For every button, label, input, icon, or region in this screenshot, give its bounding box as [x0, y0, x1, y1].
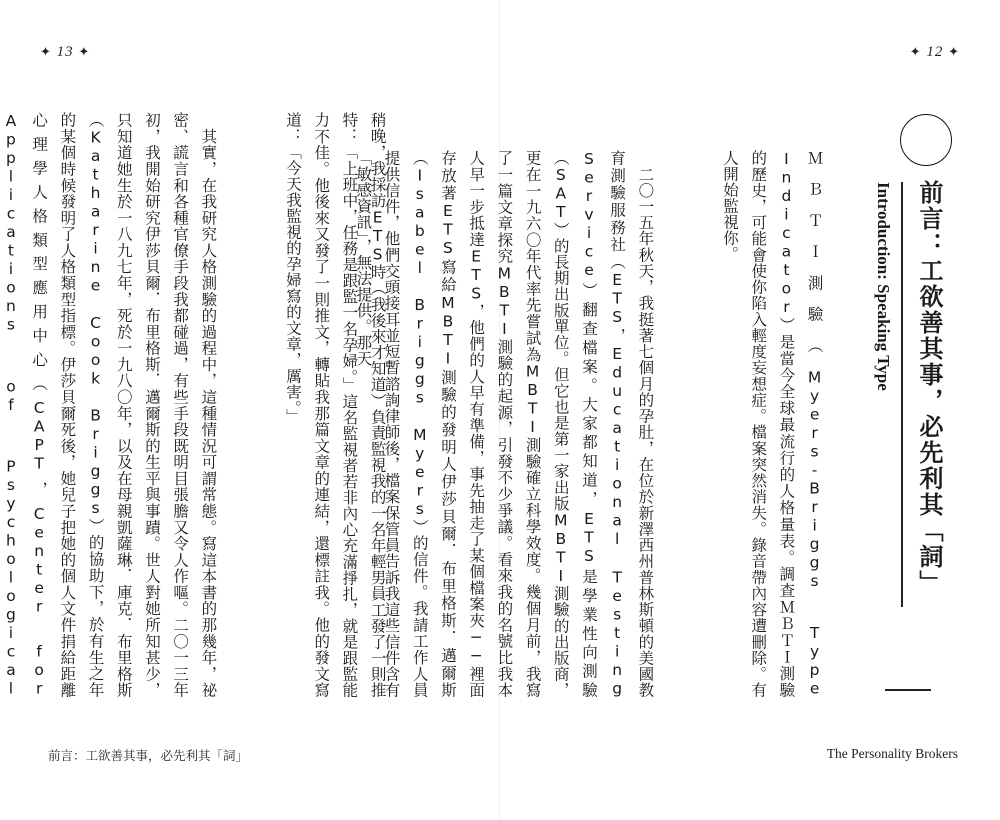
chapter-subtitle: Introduction: Speaking Type — [874, 182, 893, 391]
title-end-rule — [885, 689, 931, 691]
chapter-title-block — [874, 112, 956, 692]
star-ornament-icon: ✦ — [909, 44, 922, 59]
page-number-left — [40, 44, 90, 61]
page-number-text: 13 — [56, 44, 74, 60]
star-ornament-icon: ✦ — [78, 44, 91, 59]
running-footer-right: The Personality Brokers — [826, 746, 958, 761]
body-text-right — [354, 150, 885, 717]
chapter-title: 前言：工欲善其事，必先利其「詞」 — [915, 180, 944, 596]
right-page — [354, 0, 1000, 820]
title-divider — [901, 182, 903, 607]
running-footer-left: 前言：工欲善其事，必先利其「詞」 — [48, 748, 249, 763]
paragraph: 其實，在我研究人格測驗的過程中，這種情況可謂常態。寫這本書的那幾年，祕密、謊言和各種官僚手段我都碰過，有些手段既明目張膽又令人作嘔。二〇一三年初，我開始研究伊莎貝爾．布里格斯．邁爾斯的生平與事蹟。世人對她所知甚少，只知道她生於一八九七年，死於一九八〇年，以及在母親凱薩琳．庫克．布里格斯（Katharine Cook Briggs）的協助下，於有生之年的某個時候發明了人格類型指標。伊莎貝爾死後，她兒子把她的個人文件捐給距離心理學人格類型應用中心（CAPT，Center for Applications of Psychological — [1, 112, 218, 698]
page-number-text: 12 — [926, 44, 944, 60]
paragraph: 稍晚，我採訪ETS時（我後來才知道）負責監視我的一名年輕男員工發了一則推特：「上班中，任務是跟監一名孕婦。」這名監視者若非內心充滿掙扎，就是跟監能力不佳。他後來又發了一則推文，轉貼我那篇文章的連結，還標註我。他的發文寫道：「今天我監視的孕婦寫的文章，厲害。」 — [283, 112, 387, 698]
star-ornament-icon: ✦ — [40, 44, 52, 59]
star-ornament-icon: ✦ — [948, 44, 960, 59]
circle-ornament-icon — [900, 114, 952, 166]
paragraph: 二〇一五年秋天，我挺著七個月的孕肚，在位於新澤西州普林斯頓的美國教育測驗服務社（ETS，Educational Testing Service）翻查檔案。大家都知道，ETS是學業性向測驗（SAT）的長期出版單位。但它也是第一家出版MBTI測驗的出版商，更在一九六〇年代率先嘗試為MBTI測驗確立科學效度。幾個月前，我寫了一篇文章探究MBTI測驗的起源，引發不少爭議。看來我的名號比我本人早一步抵達ETS，他們的人早有準備，事先抽走了某個檔案夾──裡面存放著ETS寫給MBTI測驗的發明人伊莎貝爾．布里格斯．邁爾斯（Isabel Briggs Myers）的信件。我請工作人員提供信件，他們交頭接耳並短暫諮詢律師後，檔案保管員告訴我這些信件含有「敏感資訊」，無法提供。那天 — [354, 150, 655, 717]
paragraph: ＭＢＴＩ測驗（Myers-Briggs Type Indicator）是當今全球最流行的人格量表。調查ＭＢＴＩ測驗的歷史，可能會使你陷入輕度妄想症。檔案突然消失。錄音帶內容遭刪除。有人開始監視你。 — [720, 150, 824, 717]
page-number-right — [910, 44, 960, 61]
